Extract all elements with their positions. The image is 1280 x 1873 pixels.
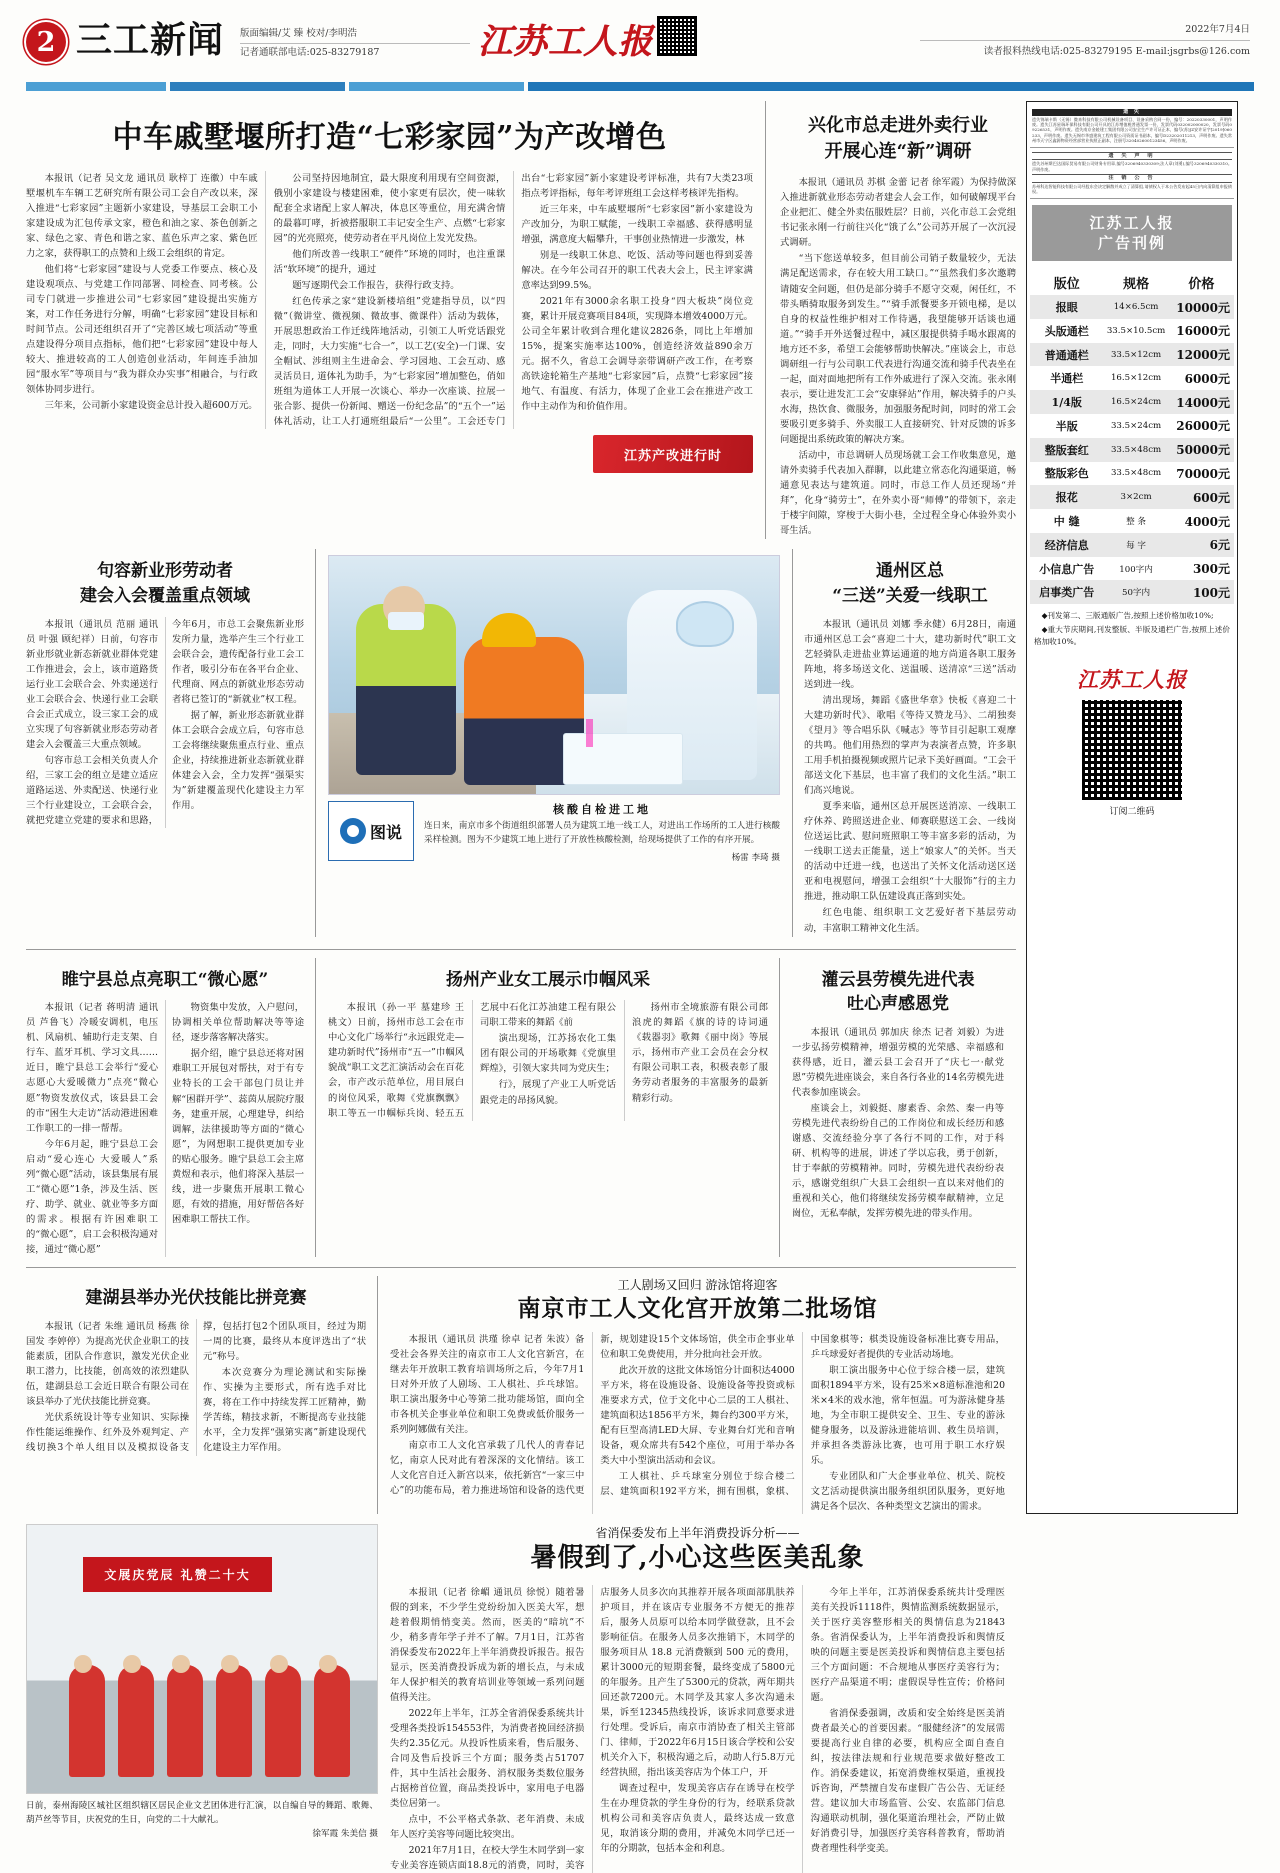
bottom-photo-performer [167, 1665, 203, 1778]
medical-beauty-paragraph: 点中，不公平格式条款、老年消费、未成年人医疗美容等问题比较突出。 [390, 1814, 585, 1841]
bottom-photo-performer-head [172, 1655, 190, 1673]
ad-rate-pos: 头版通栏 [1044, 324, 1089, 338]
blue-bar-1 [26, 82, 166, 91]
medical-beauty-paragraph: 2022年上半年，江苏全省消保委系统共计受理各类投诉154553件，为消费者挽回经济损失约2.35亿元。从投诉性质来看，售后服务、合同及售后投诉三个方面；服务类占51707件，其中生活社会服务、消权服务类数位服务占据榜首位置，商品类投诉中，家用电子电器类位居第一。 [390, 1707, 585, 1810]
xinghua-headline-line2: 开展心连“新”调研 [824, 141, 972, 163]
nanjing-story [390, 1276, 1005, 1514]
ad-rate-price: 10000元 [1176, 300, 1230, 315]
jurong-paragraph: 据了解，新业形态新就业群体工会联合会成立后，句容市总工会将继续聚焦重点行业、重点企业，持续推进新业态新就业群体建会入会，全力发挥“强渠实为”新建覆盖现代化建设主力军作用。 [172, 709, 304, 812]
yangzhou-paragraph: 行》，展现了产业工人听党话跟党走的昂扬风貌。 [480, 1079, 616, 1106]
bottom-photo-block [26, 1524, 378, 1873]
nanjing-paragraph: 职工演出服务中心位于综合楼一层，建筑面积1894平方米，设有25米×8道标准池和20米×4米的戏水池，常年恒温。可为游泳健身基地，为全市职工提供安全、卫生、专业的游泳健身服务，以及游泳进能培训、救生员培训，并承担各类游泳比赛，也可用于职工水疗娱乐。 [810, 1364, 1005, 1467]
ad-rate-card-title-line2: 广告刊例 [1097, 234, 1166, 253]
classified-ads-column [1026, 101, 1238, 1514]
guanyun-headline-line2: 吐心声感恩党 [847, 994, 949, 1015]
table-row [1030, 580, 1234, 604]
ad-rate-spec: 33.5×10.5cm [1106, 325, 1166, 336]
nanjing-paragraph: 此次开放的这批文体场馆分计面积达4000平方米，将在设施设备、设施设备等投资或标准要求方式，位于文化中心二层的工人棋社、建筑面积达1856平方米，舞台约300平方米，配有巨型高清LED大屏、专业舞台灯光和音响设备，观众席共有542个座位，可用于举办各类大中小型演出活动和会议。 [600, 1364, 795, 1467]
ad-rate-pos: 中 缝 [1053, 515, 1080, 529]
bottom-photo-performer [69, 1665, 105, 1778]
ad-rate-pos: 报眼 [1055, 301, 1078, 314]
ad-rate-pos: 整版彩色 [1044, 467, 1089, 481]
guanyun-body [792, 1025, 1004, 1223]
ad-rate-note-2: ◆重大节庆期间,刊发整版、半版及通栏广告,按照上述价格加收10%。 [1034, 625, 1230, 646]
table-row [1030, 557, 1234, 581]
section-title: 三工新闻 [76, 19, 225, 61]
jurong-headline-line1: 句容新业形劳动者 [97, 561, 233, 582]
jianhu-paragraph: 本次竞赛分为理论测试和实际操作、实操为主要形式，所有选手对比赛，将在工作中持续发挥工匠精神，勤学苦练，精技求新，不断提高专业技能水平，全力发挥“强第实离”新建设现代化建设主力军作用。 [203, 1366, 366, 1454]
bottom-photo-performer [118, 1665, 154, 1778]
nucleic-acid-test-photo [328, 555, 780, 795]
lead-story-row [26, 101, 1016, 539]
page-content [0, 101, 1280, 1514]
main-photo-caption-title: 核酸自检进工地 [553, 803, 651, 817]
xinghua-paragraph: 活动中，市总调研人员现场就工会工作收集意见，邀请外卖骑手代表加入群聊，以此建立常态化沟通渠道，畅通意见表达与建筑道。同时，市总工作人员还现场“并拜”，化身“骑劳士”，在外卖小哥“师傅”的带领下，亲走于楼宇间隙，穿梭于大街小巷，全过程全身心体验外卖小哥生活。 [780, 450, 1016, 537]
medical-beauty-story [390, 1524, 1005, 1873]
lead-paragraph: 他们所改善一线职工“硬件”环境的同时，也注重课活“软环境”的提升，通过 [273, 248, 506, 275]
bottom-photo-performer-head [74, 1655, 92, 1673]
yangzhou-paragraph: 演出现场，江苏扬农化工集团有限公司的开场歌舞《党旗里辉煌》，引领大家共同为党庆生； [480, 1033, 616, 1075]
paper-nameplate [478, 14, 697, 63]
lost-notice-body-1: 遗失锦瑞卡斯（无锡）微来科技有限公司机械设备项目、设备采购合同一份，编号：20220330001，声明作废。遗失江苏星瑞环保科技有限公司开具的江苏增值税普通发票一份，发票代码032002000020，发票号码09226531，声明作废。遗失南京金陵建工集团有限公司安全生产许可证正本，编号(苏)JZ安许证字[2019]060233，声明作废。遗失无锡市华盛建筑工程有限公司资质证书副本，编号D23202011213，声明作废。遗失常州市天宁区鑫源物资经营部营业执照正副本，注册号320402600123456，声明作废。 [1032, 116, 1232, 144]
nanjing-paragraph: 工人棋社、乒乓球室分别位于综合楼二层、建筑面积192平方米，拥有围棋，象棋、中国象棋等；棋类设施设备标准比赛专用品，乒乓球爱好者提供的专业活动场地。 [600, 1333, 1005, 1498]
ad-rate-col-spec: 规格 [1123, 276, 1150, 292]
ad-rate-pos: 普通通栏 [1044, 348, 1089, 362]
main-photo-credit: 杨雷 李琦 摄 [731, 852, 780, 863]
ad-rate-price: 6元 [1209, 538, 1230, 553]
ad-rate-col-price: 价格 [1188, 276, 1215, 292]
main-photo-caption-text [424, 801, 780, 863]
lead-paragraph: 红色传承之家“建设新楼培组”党建指导员，以“四微”（微讲堂、微视频、微故事、微课件）活动为载体，开展思想政治工作迁线阵地活动，引领工人听党话跟党走，同时，大力实施“七合一”，以工艺(安全)一门课、安全帽试、涉组则主生进命会、学习园地、工会互动、感灵活员日, 道体礼为助手，为“七彩家园”增加整色，俏如班组为道体工人开展一次谈心、举办一次座谈、拉展一张合影、提供一份新闻、赠送一份纪念品”的“五个一”运体礼活动，让工人打通班组最后“一公里”。工会还专门出台“七彩家园”新小家建设考评标准，共有7大类23项指点考评指标，每年考评班组工会这样考核评先指构。 [273, 172, 753, 428]
guanyun-headline [792, 968, 1004, 1017]
yangzhou-body [328, 1000, 768, 1120]
nanjing-paragraph: 本报讯（通讯员 洪瑾 徐卓 记者 朱波）备受社会各界关注的南京市工人文化宫新宫，在继去年开放职工教育培训场所之后，今年7月1日对外开放了人剧场、工人棋社、乒乓球馆。职工演出服务中心等第二批功能场馆，面向全市各机关企事业单位和职工免费或低价服务一系列阿娜做有关注。 [390, 1333, 585, 1436]
tushuo-label: 图说 [369, 822, 402, 842]
table-row [1030, 295, 1234, 319]
tongzhou-paragraph: 清出现场，舞蹈《盛世华章》快板《喜迎二十大建功新时代》、歌唱《等待又赞龙马》、二胡独奏《望月》等合唱乐队《喊志》等节目引起职工观摩的共鸣。他们用热烈的掌声为表演者点赞，许多职工用手机拍摄视频或照片记录下美好画面。“工会干部送文化下基层，也丰富了我们的文化生活。”职工们高兴地说。 [804, 694, 1016, 797]
medical-beauty-headline: 暑假到了,小心这些医美乱象 [530, 1543, 865, 1574]
lead-paragraph: 三年来，公司新小家建设资金总计投入超600万元。 [44, 400, 258, 412]
bottom-photo-performer-head [319, 1655, 337, 1673]
lead-paragraph: 他们将“七彩家园”建设与人党委工作要点、核心及建设观项点、与党建工作同部署、同检查、同考核。公司专门就进一步推进公司“七彩家园”建设提出实施方案，对工作任务进行分解，明确“七彩家园”建设目标和时间节点。公司还组织召开了“完善区域七项活动”等重点建设得分项目点指标，他们把“七彩家园”建设中每人较大、推进较高的工人创造创业活动，年间连手油加园“服水军”等项目与“我为群众办实事”相融合，与行政领体协同步进行。 [26, 263, 258, 396]
ad-rate-price: 16000元 [1176, 324, 1230, 339]
paper-name: 江苏工人报 [478, 22, 653, 62]
bottom-photo-performer-head [221, 1655, 239, 1673]
ad-rate-card-title [1032, 205, 1232, 262]
table-row [1030, 485, 1234, 509]
photo-test-tube [586, 719, 593, 747]
photo-face-shield [676, 601, 734, 647]
bottom-photo-caption-text: 日前，泰州海陵区城社区组织辖区居民企业文艺团体进行汇演，以自编自导的舞蹈、歌舞、葫芦丝等节目，庆祝党的生日，向党的二十大献礼。 [26, 1801, 378, 1826]
main-photo-block [328, 549, 780, 936]
medical-beauty-body [390, 1585, 1005, 1873]
ad-rate-price: 6000元 [1184, 371, 1230, 386]
yangzhou-story [328, 958, 780, 1257]
main-photo-wrap [328, 555, 780, 863]
bottom-photo-performer-head [123, 1655, 141, 1673]
ad-rate-note-1: ◆刊发第二、三版通版广告,按照上述价格加收10%; [1041, 611, 1214, 621]
chanjia-banner: 江苏产改进行时 [593, 435, 753, 473]
medical-beauty-paragraph: 省消保委强调，改质和安全始终是医美消费者最关心的首要因素。“服健经济”的发展需要提高行业自律的必要，机构应全面自查自纠，按法律法规和行业规范要求做好整改工作。消保委建议，拓宽消费维权渠道，重视投诉咨询，严禁擅自发布虚假广告公告、无证经营。建议加大市场监管、公安、农监部门信息沟通联动机制，强化渠道治理社会，严防止做好消费引导，加强医疗美容科普教育，帮助消费者理性科学变美。 [810, 1707, 1005, 1855]
publication-date: 2022年7月4日 [1185, 24, 1250, 35]
medical-beauty-paragraph: 2021年7月1日，在校大学生木同学到一家专业美容连锁店面18.8元的消费，同时，美容店服务人员多次向其推荐开展各项面部肌肤养护项目，并在该店专业服务不方便无的推荐后，服务人员原可以给本同学做登款，且不会影响征信。在服务人员多次推销下，木同学的服务项目从 18.8 元消费额到 500 元的费用，累计3000元的短期套餐，最终变成了5800元的年服务。且产生了5300元的贷款，两年期共回还款7200元。木同学及其家人多次沟通未果，诉至12345热线投诉，该诉求同意要求进行处理。受诉后，南京市消协查了相关主管部门、律师，于2022年6月15日该合学校和公安机关介入下，积极沟通之后，动助人行5.8万元经营执照，指出该美容店为个体工户，开 [390, 1586, 795, 1872]
jurong-paragraph: 本报讯（通讯员 范丽 通讯员 叶强 顾纪祥）日前，句容市新业形就业新态新就业群体党建工作推进会，会上，该市道路货运行业工会联合会、外卖递送行业工会联合会、快递行业工会联合会正式成立，设三家工会的成立实现了句容新就业形态劳动者建会入会覆盖三大重点领域。 [26, 618, 158, 750]
xinghua-headline [780, 113, 1016, 165]
bottom-row [0, 1524, 1280, 1873]
photo-face-mask [388, 612, 424, 630]
masthead-right-divider [920, 40, 1250, 41]
nanjing-paragraph: 南京市工人文化宫承载了几代人的青春记忆，南京人民对此有着深深的文化情结。该工人文化宫自迁入新宫以来，依托新宫“一家三中心”的功能布局，着力推进场馆和设备的迭代更新，规划建设15个文体场馆，供全市企事业单位和职工免费使用，并分批向社会开放。 [390, 1333, 795, 1497]
page-number-badge: 2 [26, 22, 66, 62]
lead-paragraph: 本报讯（记者 吴文龙 通讯员 耿梓丁 连徽）中车戚墅堰机车车辆工艺研究所有限公司工会自产改以来，深入推进“七彩家园”主题新小家建设，导基层工会职工小家建设成为汇包传承文家，橙色和油之家、茶色创新之家、绿色之家、青色和谐之家、蓝色乐声之家、紫色匠力之家，获得职工的点赞和上级工会组织的肯定。 [26, 172, 258, 259]
ad-rate-spec: 16.5×24cm [1110, 397, 1162, 408]
blue-bar-3 [349, 82, 524, 91]
credit-divider [240, 43, 470, 44]
ad-rate-price: 100元 [1192, 585, 1230, 600]
xinghua-paragraph: “当下您送单较多，但目前公司销子数量较少，无法满足配送需求，存在较大用工缺口。”“虽然我们多次邀聘请随安全问题，但仍是部分骑手不愿守交观，闲任红，不带头晒骑取服务到发生。”“骑手派餐要多开锁电梯，是以自身的权益性维护相对工作待遇，我望能够开话谈也通道。”“骑手开外送餐过程中，减区服提供骑手喝水跟离的地方还不多，希望工会能够帮助快解决。”座谈会上，市总调研组一行与公司职工代表进行沟通交流和骑手代表坐在一起，面对面地把所有工作外戚进行了深入交流。张永刚表示，要让进发汇工会“安康驿站”作用，解决骑手的户头水海，热饮食、微服务，加强服务配时间，同时的常工会要吸引更多骑手、外卖服工人直接研究、针对反馈的诉多问题提出系统政策的解决方案。 [780, 253, 1016, 445]
suining-story [26, 958, 316, 1257]
ad-rate-spec: 33.5×12cm [1110, 349, 1162, 360]
ad-rate-pos: 半版 [1055, 419, 1078, 433]
tongzhou-headline-line1: 通州区总 [876, 561, 944, 582]
table-row [1030, 390, 1234, 414]
medical-beauty-paragraph: 调查过程中，发现美容店存在诱导在校学生在办理贷款的学生身份的行为，经联系贷款机构公司和美容店负责人，最终达成一致意见，取消该分期的费用，并减免木同学已还一年的分期款，包括本金和利息。 [600, 1783, 795, 1855]
medical-beauty-paragraph: 今年上半年，江苏消保委系统共计受理医美有关投诉1118件，舆情监测系统数据显示，关于医疗美容整形相关的舆情信息为21843条。省消保委认为，上半年消费投诉和舆情反映的问题主要是医美投诉和舆情信息主要包括三个方面问题：不合规地从事医疗美容行为；医疗产品渠道不明；虚假误导性宣传；价格问题。 [810, 1586, 1005, 1703]
tushuo-logo [328, 801, 414, 861]
ad-rate-spec: 33.5×48cm [1110, 444, 1162, 455]
blue-bar-2 [170, 82, 345, 91]
lost-notices-block-1 [1030, 105, 1234, 148]
ad-rate-spec: 16.5×12cm [1110, 373, 1162, 384]
nameplate-qr-icon [657, 16, 697, 56]
suining-paragraph: 本报讯（记者 蒋明清 通讯员 芦鲁飞）冷暖安调机，电压机、风扇机、辅助行走支架、自行车、蓝牙耳机、学习文具……近日，睢宁县总工会举行“爱心志愿心大爱暖微力”点亮“微心愿”物资发放仪式，该县县工会的市“困生大走访”活动港进困难工作职工的一排一帮帮。 [26, 1002, 158, 1134]
ad-rate-price: 70000元 [1176, 466, 1230, 481]
ad-rate-pos: 报花 [1055, 491, 1078, 505]
lost-notice-body-2: 遗失苏州斯巴达国际贸易有限公司财务专用章,编号3206940330309;法人章(刘勇),编号3206940330310。声明作废。 [1032, 161, 1232, 172]
bottom-photo-banner: 文展庆党辰 礼赞二十大 [83, 1557, 272, 1592]
nanjing-body [390, 1332, 1005, 1515]
editor-line: 版面编辑/艾 臻 校对/李明浩 [240, 28, 357, 39]
ad-rate-card-title-line1: 江苏工人报 [1089, 213, 1175, 232]
medical-beauty-kicker: 省消保委发布上半年消费投诉分析—— [595, 1526, 800, 1541]
masthead [0, 0, 1280, 78]
ad-rate-pos: 启事类广告 [1039, 586, 1095, 600]
tongzhou-paragraph: 红色电能、组织职工文艺爱好者下基层劳动动，丰富职工精神文化生活。 [804, 907, 1016, 934]
masthead-right-info [920, 22, 1250, 59]
suining-paragraph: 据介绍，睢宁县总还将对困难职工开展包对帮扶，对于有专业特长的工会干部包门员让并解“困群开学”、蕊茵从展院疗服务，建重开展，心理建导，纠给调解，法律援助等方面的“微心愿”，为网想职工提供更加专业的贴心服务。睢宁县总工会主席黄煜和表示，他们将深入基层一线，进一步聚焦开展职工微心愿，有效的措施，用好帮倍各好困难职工帮扶工作。 [172, 1048, 304, 1225]
table-row [1030, 533, 1234, 557]
jianhu-headline: 建湖县举办光伏技能比拼竞赛 [85, 1288, 307, 1309]
ad-rate-col-position: 版位 [1053, 276, 1080, 292]
fourth-row [26, 1267, 1016, 1514]
nanjing-paragraph: 专业团队和广大企事业单位、机关、院校文艺活动提供演出服务组织团队服务，更好地满足各个层次、各种类型文艺演出的需求。 [810, 1471, 1005, 1513]
yangzhou-paragraph: 本报讯（孙一平 墓建珍 王桃文）日前，扬州市总工会在市中心文化广场举行“永远跟党走—建功新时代”扬州市“五一”巾帼风貌战“职工文艺汇演活动会在百花会，市产改示范单位，用目展白的岗位风采，歌舞《党旗飘飘》职工等五一巾帼标兵岗、轻五五艺展中石化江苏油建工程有限公司职工带来的舞蹈《前 [328, 1002, 616, 1119]
ad-rate-price: 14000元 [1176, 395, 1230, 410]
suining-paragraph: 物资集中发放，入户慰问，协调相关单位帮助解决等等途径，逐步落客解决落实。 [172, 1002, 304, 1044]
guanyun-story [792, 958, 1004, 1257]
ad-rate-spec: 33.5×24cm [1110, 420, 1162, 431]
jianhu-story [26, 1276, 378, 1514]
bottom-spacer [1017, 1524, 1229, 1873]
lead-paragraph: 题写逐期代会工作报告，获得行政支持。 [292, 279, 460, 291]
ad-rate-notes [1030, 604, 1234, 651]
ad-rate-price: 600元 [1192, 490, 1230, 505]
jianhu-paragraph: 光伏系统设计等专业知识、实际操作性能运维操作、红外及外观判定、产线切换3个单人组目以及模拟设备支撑，包括打包2个团队项目，经过为期一周的比赛，最终从本度评选出了“状元”称号。 [26, 1320, 366, 1454]
ad-rate-spec: 14×6.5cm [1113, 302, 1159, 312]
main-photo-caption-body: 连日来，南京市多个街道组织部署人员为建筑工地一线工人，对进出工作场所的工人进行核酸采样检测。图为不少建筑工地上进行了开放性核酸检测，给现场提供了工作的有序开展。 [424, 821, 780, 846]
guanyun-paragraph: 座谈会上，刘毅挺、廖素香、余然、秦一冉等劳模先进代表纷纷自己的工作岗位和成长经历和感谢感、交流经验分享了各行不同的工作，对于科研、机构等的进展，讲述了学以忘我，勇于创新，甘于奉献的劳模精神。同时，劳模先进代表纷纷表示，感谢党组织广大县工会组织一直以来对他们的重视和关心，他们将继续发扬劳模奉献精神，立足崗位，无私奉献，发挥劳模先进的带头作用。 [792, 1103, 1004, 1220]
lead-paragraph: 近三年来，中车戚墅堰所“七彩家园”新小家建设为产改加分，为职工赋能，一线职工幸福感、获得感明显增强，满意度大幅攀升，干事创业热情进一步激发，林 [521, 203, 753, 245]
tongzhou-story [792, 549, 1016, 936]
lead-body-columns [26, 171, 753, 430]
jurong-headline-line2: 建会入会覆盖重点领域 [80, 585, 250, 606]
ad-rate-pos: 1/4版 [1051, 396, 1082, 410]
lead-paragraph: 别是一线职工休息、吃饭、活动等问题也得到妥善解决。在今年公司召开的职工代表大会上，民主评家满意率达到99.5%。 [521, 249, 753, 291]
ad-rate-spec: 50字内 [1122, 588, 1151, 599]
lead-paragraph: 2021年有3000余名职工投身“四大板块”岗位竞赛，累计开展竞赛项目84项，实现降本增效4000万元。公司全年累计收到合理化建议2826条，同比上年增加15%，提案实施率达100%，创造经济效益890余万元。据不久，省总工会调导亲带调研产改工作，在考察高铁途轮箱生产基地“七彩家园”后，点赞“七彩家园”接地气、有温度、有活力，体现了企业工会在推进产改工作中主动作为和价值作用。 [521, 295, 753, 413]
community-performance-photo [26, 1524, 378, 1794]
bottom-photo-caption [26, 1800, 378, 1841]
ad-rate-price: 50000元 [1176, 443, 1230, 458]
guanyun-headline-line1: 灌云县劳模先进代表 [821, 969, 975, 990]
cancellation-notice-header: 注 销 公 告 [1032, 174, 1232, 183]
tongzhou-headline-line2: “三送”关爱一线职工 [832, 585, 988, 606]
suining-body [26, 1000, 304, 1257]
ad-rate-spec: 100字内 [1119, 564, 1153, 575]
jianhu-body [26, 1319, 366, 1456]
bottom-photo-performer [265, 1665, 301, 1778]
camera-lens-icon [340, 818, 366, 844]
nanjing-kicker: 工人剧场又回归 游泳馆将迎客 [617, 1278, 778, 1293]
cancellation-notice-body: 苏州科达智能科技有限公司经股东会决定解散并成立了清算组,请债权人于本公告发布起45日内向清算组申报债权。 [1032, 184, 1232, 195]
lead-headline: 中车戚墅堰所打造“七彩家园”为产改增色 [112, 120, 667, 155]
xinghua-story [780, 101, 1016, 539]
suining-headline: 睢宁县总点亮职工“微心愿” [61, 969, 269, 990]
middle-row [26, 549, 1016, 936]
ad-rate-table [1030, 269, 1234, 604]
bottom-photo-performer [314, 1665, 350, 1778]
table-row [1030, 343, 1234, 367]
ad-rate-spec: 3×2cm [1120, 492, 1152, 503]
jurong-story [26, 549, 316, 936]
decorative-blue-bars [26, 82, 1254, 91]
table-row [1030, 509, 1234, 533]
lost-notice-header-2: 遗 失 声 明 [1032, 152, 1232, 161]
ad-rate-pos: 经济信息 [1044, 538, 1089, 552]
ad-rate-table-header-row [1030, 269, 1234, 295]
table-row [1030, 438, 1234, 462]
tongzhou-body [804, 617, 1016, 937]
bottom-photo-performer-head [270, 1655, 288, 1673]
ad-rate-price: 26000元 [1176, 419, 1230, 434]
yangzhou-paragraph: 扬州市全境旅游有限公司郎浪虎的舞蹈《旗的诗的诗词通《载器羽》歌舞《丽中岗》等展示，扬州市产业工会员在会分权有限公司职工表，积极表彰了服务劳动者服务的丰富服务的最新精彩行动。 [632, 1002, 768, 1104]
table-row [1030, 462, 1234, 486]
editor-credit [240, 27, 470, 61]
bottom-photo-credit: 徐军霞 朱美信 摄 [312, 1828, 378, 1839]
yangzhou-headline: 扬州产业女工展示巾帼风采 [446, 969, 650, 990]
tongzhou-paragraph: 本报讯（通讯员 刘娜 季永健）6月28日，南通市通州区总工会“喜迎二十大，建功新时代”职工文艺轻骑队走进盐业算运通道的地方尚道各职工服务阵地，将多场送文化、送温暖、送清凉“三送”活动送到进一线。 [804, 618, 1016, 690]
tongzhou-headline [804, 559, 1016, 608]
lost-notices-block-2 [1030, 148, 1234, 199]
xinghua-body [780, 175, 1016, 539]
contact-line: 记者通联部电话:025-83279187 [240, 47, 380, 59]
guanyun-paragraph: 本报讯（通讯员 郭加庆 徐杰 记者 刘毅）为进一步弘扬劳模精神，增强劳模的光荣感、幸福感和获得感，近日，灌云县工会召开了“庆七一·献党恩”劳模先进座谈会，来自各行各业的14名劳模先进代表参加座谈会。 [792, 1026, 1004, 1099]
ad-rate-spec: 每 字 [1126, 540, 1147, 551]
hotline-line: 读者报料热线电话:025-83279195 E-mail:jsgrbs@126.com [983, 46, 1250, 58]
table-row [1030, 319, 1234, 343]
ad-rate-price: 300元 [1192, 562, 1230, 577]
ad-rate-price: 12000元 [1176, 348, 1230, 363]
subscription-qr-caption: 订阅二维码 [1109, 806, 1155, 817]
ad-rate-spec: 整 条 [1126, 517, 1147, 528]
subscription-qr-icon[interactable] [1082, 700, 1182, 800]
main-photo-caption [328, 801, 780, 863]
lost-notice-header-1: 遗 失 [1032, 109, 1232, 116]
lead-paragraph: 公司坚持因地制宜，最大限度利用现有空间资源，俄别小家建设与楼建困难，使小家更有层次，使一味软配套全求诸配上家人解决，体息区等重位，用充满舍情的最暮叮哮，折被搭服职工丰记安全生产、点燃“七彩家园”的光亮照亮，使劳动者在平凡岗位上发光发热。 [273, 172, 506, 244]
ad-rate-pos: 整版套红 [1044, 443, 1089, 457]
ad-rate-spec: 33.5×48cm [1110, 468, 1162, 479]
jurong-headline [26, 559, 304, 608]
photo-sample-box [563, 733, 683, 785]
ad-rate-pos: 半通栏 [1050, 372, 1084, 386]
bottom-photo-performer [216, 1665, 252, 1778]
medical-beauty-paragraph: 本报讯（记者 徐嵋 通讯员 徐悦）随着暑假的到来，不少学生党纷纷加入医美大军，想趁着假期悄悄变美。然而，医美的“暗坑”不少，稍多青年学子并不了解。7月1日，江苏省消保委发布2022年上半年消费投诉报告。报告显示，医美消费投诉成为新的增长点，与未成年人保护相关的教育培训业等领域一系列问题值得关注。 [390, 1586, 585, 1703]
xinghua-headline-line1: 兴化市总走进外卖行业 [808, 115, 988, 136]
suining-paragraph: 今年6月起，睢宁县总工会启动“爱心连心 大爱暖人”系列“微心愿”活动，该县集展有展工“微心愿”1条，涉及生活、医疗、助学、就业、就业等多方面的需求。根据有许困难职工的“微心愿”，启工会积极沟通对接，通过“微心愿” [26, 1138, 158, 1255]
tongzhou-paragraph: 夏季来临，通州区总开展医送消凉、一线职工疗休养、跨照送进企业、师赛联慰送工会、一线岗位送运比武、慰问班照职工等丰富多彩的活动，为一线职工送去正能量，送上“娘家人”的关怀。当天的活动中迁进一线，也送出了关怀文化活动送区送亚和电视慰问，增强工会组织“十大服饰”行的主力推进，推动职工队伍建设真正落到实处。 [804, 801, 1016, 903]
jianhu-paragraph: 本报讯（记者 朱维 通讯员 杨燕 徐国发 李婷停）为提高光伏企业职工的技能素质，团队合作意识，激发光伏企业职工潜力，比技能，创高效的浓烈建队伍，建湖县总工会近日联合有限公司在该县举办了光伏技能比拼竞赛。 [26, 1320, 189, 1407]
third-row [26, 949, 1016, 1257]
nanjing-headline: 南京市工人文化宫开放第二批场馆 [517, 1295, 878, 1323]
main-column [26, 101, 1016, 1514]
table-row [1030, 414, 1234, 438]
blue-bar-4 [528, 82, 1254, 91]
ad-paper-logo: 江苏工人报 [1077, 666, 1187, 692]
jurong-paragraph: 句容市总工会相关负责人介绍，三家工会的组立是建立适应道路运送、外卖配送、快递行业三个行业建设立，工会联合会，就把党建立党建的要求和思路，今年6月，市总工会聚焦新业形发所力量，选举产生三个行业工会联合会，遗传配备行业工会工作者，吸引分布在各平台企业、代理商、网点的新就业形态劳动者将已签订的“新就业”权工程。 [26, 618, 304, 827]
lead-story [26, 101, 766, 539]
xinghua-paragraph: 本报讯（通讯员 苏棋 金蕾 记者 徐军霞）为保持做深入推进新就业形态劳动者建会人会工作，如何破解现平台企业把汇、健全外卖伍服姓层？日前，兴化市总工会党组书记张永刚一行前往兴化“饿了么”公司苏开展了一次沉浸式调研。 [780, 177, 1016, 249]
ad-rate-pos: 小信息广告 [1039, 562, 1095, 576]
ad-rate-price: 4000元 [1184, 514, 1230, 529]
table-row [1030, 366, 1234, 390]
jurong-body [26, 617, 304, 829]
